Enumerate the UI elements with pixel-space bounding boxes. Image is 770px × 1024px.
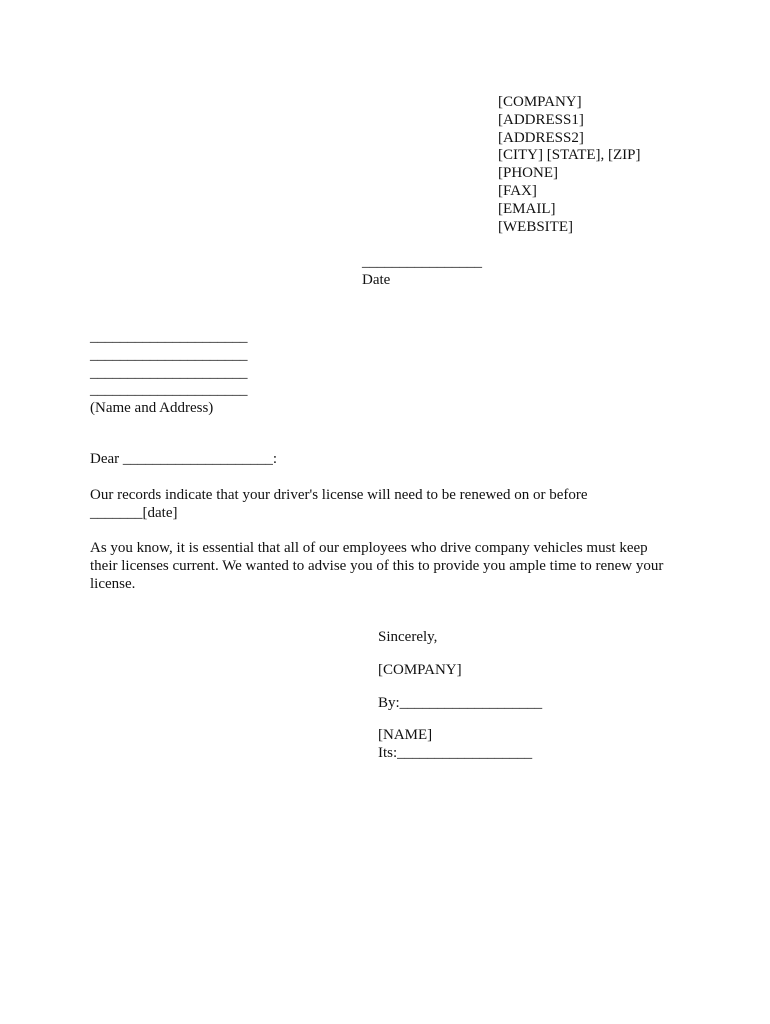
letterhead [498, 94, 641, 236]
salutation: Dear ____________________: [90, 451, 278, 467]
recipient-block [90, 329, 248, 418]
body-paragraph-1-line-2: _______[date] [90, 504, 178, 521]
closing-sincerely: Sincerely, [378, 629, 438, 645]
closing-block [378, 629, 542, 763]
body-paragraph-2-line-3: license. [90, 575, 136, 592]
letterhead-phone: [PHONE] [498, 165, 558, 182]
closing-name: [NAME] [378, 727, 433, 744]
recipient-blank-line-3: _____________________ [90, 364, 248, 381]
letterhead-fax: [FAX] [498, 182, 537, 199]
date-label: Date [362, 271, 391, 288]
letterhead-address2: [ADDRESS2] [498, 129, 584, 146]
recipient-label: (Name and Address) [90, 400, 214, 417]
body-paragraph-2-line-1: As you know, it is essential that all of our employees who drive company vehicles must keep [90, 540, 648, 556]
letterhead-email: [EMAIL] [498, 200, 556, 217]
body-paragraph-2 [90, 540, 690, 593]
letterhead-website: [WEBSITE] [498, 218, 573, 235]
body-paragraph-2-line-2: their licenses current. We wanted to advise you of this to provide you ample time to renew your [90, 557, 664, 574]
closing-company: [COMPANY] [378, 661, 462, 678]
closing-its-line: Its:__________________ [378, 745, 533, 762]
date-block [362, 254, 482, 290]
recipient-blank-line-1: _____________________ [90, 329, 248, 345]
body-paragraph-1 [90, 487, 690, 523]
letterhead-company: [COMPANY] [498, 94, 582, 110]
date-blank-line: ________________ [362, 254, 482, 270]
body-paragraph-1-line-1: Our records indicate that your driver's license will need to be renewed on or before [90, 487, 588, 503]
recipient-blank-line-2: _____________________ [90, 346, 248, 363]
letterhead-address1: [ADDRESS1] [498, 111, 584, 128]
closing-by-line: By:___________________ [378, 694, 543, 711]
recipient-blank-line-4: _____________________ [90, 382, 248, 399]
letterhead-city-state-zip: [CITY] [STATE], [ZIP] [498, 147, 641, 164]
